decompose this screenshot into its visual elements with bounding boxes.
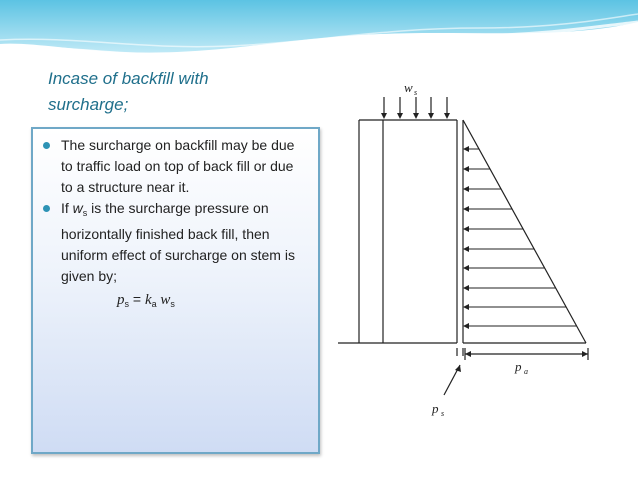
label-ps: p	[432, 401, 439, 416]
label-ws: w	[404, 80, 413, 95]
label-pa-sub: a	[524, 367, 528, 376]
pressure-hypotenuse	[463, 120, 586, 343]
formula-w: w	[156, 292, 171, 308]
pressure-arrowhead	[463, 323, 469, 329]
pressure-arrowhead	[463, 226, 469, 232]
pressure-arrows	[463, 146, 577, 329]
slide-title: Incase of backfill with surcharge;	[48, 69, 209, 114]
bullet-text-post: is the surcharge pressure on horizontally finished back fill, then uniform effect of surcharge on stem is given by;	[61, 200, 295, 284]
formula-k-sub: a	[151, 299, 157, 309]
pressure-arrowhead	[463, 146, 469, 152]
pressure-arrowhead	[463, 246, 469, 252]
formula-k: k	[144, 292, 152, 308]
formula-w-sub: s	[170, 299, 175, 309]
formula-p-sub: s	[124, 299, 129, 309]
surcharge-arrowheads	[381, 113, 588, 372]
formula-eq: =	[129, 291, 145, 307]
pressure-arrowhead	[463, 206, 469, 212]
pressure-arrowhead	[463, 285, 469, 291]
label-ws-sub: s	[414, 88, 418, 97]
bullet-text-pre: If	[61, 200, 73, 216]
pressure-arrowhead	[463, 265, 469, 271]
bullet-var-sub: s	[82, 208, 88, 218]
label-pa: p	[515, 359, 522, 374]
pressure-arrowhead	[463, 304, 469, 310]
label-ps-sub: s	[441, 409, 445, 418]
pressure-arrowhead	[463, 186, 469, 192]
bullet-text: The surcharge on backfill may be due to traffic load on top of back fill or due to a structure near it.	[61, 137, 295, 195]
formula-p: p	[117, 292, 125, 308]
pressure-arrowhead	[463, 166, 469, 172]
bullet-var-w: w	[72, 200, 83, 216]
